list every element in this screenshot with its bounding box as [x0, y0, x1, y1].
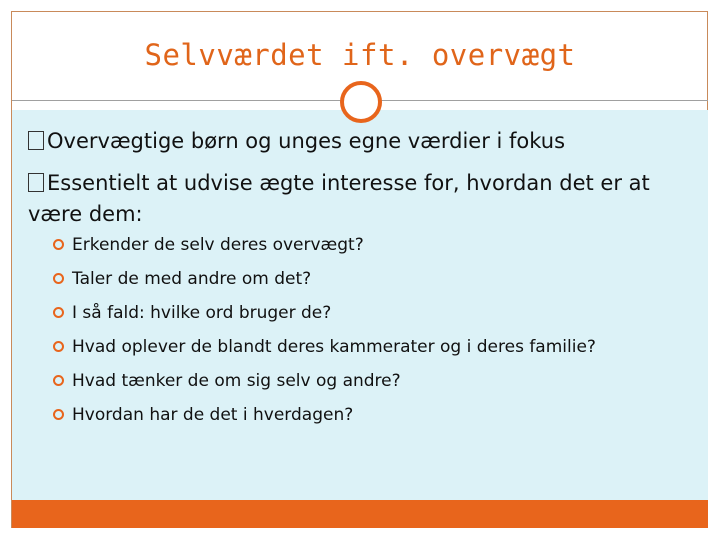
sub-bullet-list — [53, 234, 596, 438]
footer-bar — [12, 500, 708, 528]
sub-bullet-item — [53, 336, 596, 370]
sub-bullet-text: I så fald: hvilke ord bruger de? — [72, 303, 332, 323]
ring-bullet-icon — [53, 273, 64, 284]
missing-glyph-icon — [28, 131, 44, 150]
sub-bullet-item — [53, 370, 596, 404]
bullet-item — [28, 168, 688, 230]
ring-bullet-icon — [53, 409, 64, 420]
sub-bullet-item — [53, 302, 596, 336]
bullet-text: Overvægtige børn og unges egne værdier i fokus — [47, 129, 566, 153]
ring-bullet-icon — [53, 307, 64, 318]
sub-bullet-text: Hvad tænker de om sig selv og andre? — [72, 371, 401, 391]
ring-bullet-icon — [53, 375, 64, 386]
sub-bullet-text: Hvad oplever de blandt deres kammerater og i deres familie? — [72, 337, 596, 357]
sub-bullet-text: Hvordan har de det i hverdagen? — [72, 405, 354, 425]
missing-glyph-icon — [28, 173, 44, 192]
bullet-item — [28, 126, 565, 157]
ring-ornament-icon — [340, 81, 382, 123]
sub-bullet-item — [53, 268, 596, 302]
slide-title: Selvværdet ift. overvægt — [144, 38, 576, 72]
sub-bullet-text: Taler de med andre om det? — [72, 269, 312, 289]
bullet-text: Essentielt at udvise ægte interesse for, hvordan det er at være dem: — [28, 171, 650, 226]
ring-bullet-icon — [53, 239, 64, 250]
sub-bullet-item — [53, 234, 596, 268]
sub-bullet-text: Erkender de selv deres overvægt? — [72, 235, 364, 255]
ring-bullet-icon — [53, 341, 64, 352]
sub-bullet-item — [53, 404, 596, 438]
